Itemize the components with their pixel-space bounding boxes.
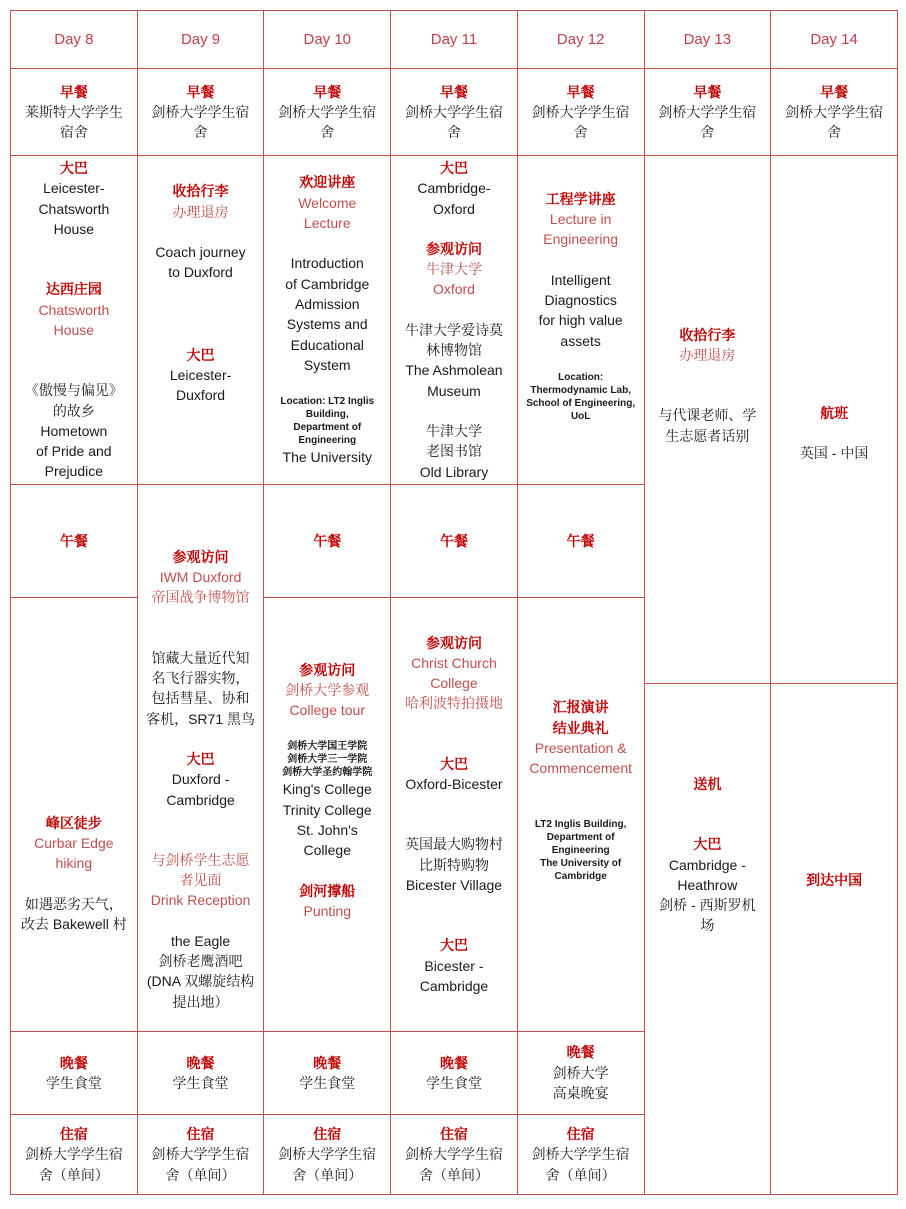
cell-day11-morning xyxy=(391,156,518,485)
line-spacer xyxy=(146,283,256,345)
text-line: 晚餐 xyxy=(313,1054,342,1071)
line-spacer xyxy=(272,375,382,395)
text-line: Old Library xyxy=(419,463,489,480)
text-line: System xyxy=(303,356,351,373)
text-line: 送机 xyxy=(693,775,722,792)
cell-day9-midday-afternoon xyxy=(137,484,264,1031)
text-line: 早餐 xyxy=(566,83,595,100)
text-line: 午餐 xyxy=(566,532,595,549)
cell-day14-flight xyxy=(771,156,898,684)
text-line: 早餐 xyxy=(313,83,342,100)
text-line: 剑桥大学三一学院 xyxy=(287,754,368,766)
cell-day12-stay xyxy=(517,1114,644,1194)
line-spacer xyxy=(146,222,256,242)
text-line: 大巴 xyxy=(439,937,468,954)
text-line: 达西庄园 xyxy=(45,281,102,298)
text-line: 收拾行李 xyxy=(172,183,229,200)
line-spacer xyxy=(653,794,763,834)
text-line: 午餐 xyxy=(313,532,342,549)
text-line: Leicester- xyxy=(169,366,232,383)
text-line: 剑桥大学学生宿舍（单间） xyxy=(404,1146,503,1183)
day-header-8: Day 8 xyxy=(11,11,138,69)
text-line: 牛津大学 xyxy=(425,422,482,439)
text-line: 晚餐 xyxy=(439,1054,468,1071)
text-line: Department of xyxy=(293,422,362,434)
text-line: of Pride and xyxy=(36,443,112,460)
text-line: College xyxy=(430,675,478,692)
line-spacer xyxy=(779,423,889,443)
text-line: 晚餐 xyxy=(59,1054,88,1071)
text-line: 住宿 xyxy=(59,1125,88,1142)
text-line: Museum xyxy=(427,382,481,399)
cell-day12-morning xyxy=(517,156,644,485)
cell-day11-afternoon xyxy=(391,597,518,1031)
text-line: 牛津大学爱诗莫林博物馆 xyxy=(404,321,503,359)
text-line: for high value xyxy=(538,312,623,329)
text-line: 大巴 xyxy=(59,160,88,177)
text-line: 参观访问 xyxy=(299,661,356,678)
text-line: 剑桥大学国王学院 xyxy=(287,741,368,753)
line-spacer xyxy=(399,714,509,754)
header-row xyxy=(11,11,898,69)
cell-day12-breakfast xyxy=(517,69,644,156)
cell-day11-lunch xyxy=(391,484,518,597)
breakfast-row xyxy=(11,69,898,156)
text-line: 晚餐 xyxy=(186,1054,215,1071)
text-line: 大巴 xyxy=(693,836,722,853)
text-line: 英国 - 中国 xyxy=(799,445,869,462)
text-line: to Duxford xyxy=(168,264,233,281)
cell-day14-arrival xyxy=(771,683,898,1194)
text-line: 午餐 xyxy=(439,532,468,549)
text-line: St. John's xyxy=(296,822,358,838)
text-line: 早餐 xyxy=(693,83,722,100)
text-line: 峰区徒步 xyxy=(45,814,102,831)
text-line: Cambridge- xyxy=(417,180,491,197)
line-spacer xyxy=(19,239,129,279)
morning-row xyxy=(11,156,898,485)
text-line: 馆藏大量近代知名飞行器实物，包括彗星、协和客机，SR71 黑鸟 xyxy=(146,649,256,727)
text-line: 晚餐 xyxy=(566,1044,595,1061)
day-header-12: Day 12 xyxy=(517,11,644,69)
text-line: 住宿 xyxy=(439,1125,468,1142)
cell-day8-morning xyxy=(11,156,138,485)
text-line: The University of xyxy=(540,858,622,870)
line-spacer xyxy=(399,300,509,320)
cell-day13-breakfast xyxy=(644,69,771,156)
cell-day13-transfer xyxy=(644,683,771,1194)
text-line: Presentation & xyxy=(534,739,627,756)
text-line: 参观访问 xyxy=(172,548,229,565)
line-spacer xyxy=(146,810,256,850)
text-line: 剑桥大学学生宿舍 xyxy=(278,103,377,141)
cell-day9-stay xyxy=(137,1114,264,1194)
line-spacer xyxy=(526,778,636,818)
line-spacer xyxy=(146,729,256,749)
text-line: King's College xyxy=(282,781,372,798)
text-line: Hometown xyxy=(40,422,108,439)
text-line: Intelligent xyxy=(550,271,611,288)
cell-day10-afternoon xyxy=(264,597,391,1031)
cell-day12-lunch xyxy=(517,484,644,597)
cell-day10-lunch xyxy=(264,484,391,597)
text-line: Drink Reception xyxy=(150,892,251,909)
text-line: Bicester - xyxy=(424,957,484,974)
text-line: Cambridge xyxy=(554,871,607,883)
cell-day11-stay xyxy=(391,1114,518,1194)
cell-day11-breakfast xyxy=(391,69,518,156)
text-line: Admission xyxy=(294,295,360,312)
text-line: Welcome xyxy=(298,194,357,211)
text-line: The Ashmolean xyxy=(405,362,503,379)
text-line: 如遇恶劣天气，改去 Bakewell 村 xyxy=(20,895,127,932)
cell-day13-checkout xyxy=(644,156,771,684)
text-line: Building, xyxy=(305,409,349,421)
cell-day11-dinner xyxy=(391,1031,518,1114)
line-spacer xyxy=(399,794,509,834)
line-spacer xyxy=(399,895,509,935)
cell-day9-dinner xyxy=(137,1031,264,1114)
cell-day8-afternoon xyxy=(11,597,138,1031)
text-line: 大巴 xyxy=(439,160,468,176)
text-line: hiking xyxy=(55,855,93,872)
text-line: 汇报演讲 xyxy=(552,699,609,716)
text-line: 大巴 xyxy=(439,755,468,772)
text-line: 早餐 xyxy=(186,83,215,100)
line-spacer xyxy=(146,911,256,931)
text-line: 欢迎讲座 xyxy=(299,174,356,191)
text-line: Oxford xyxy=(432,281,475,298)
cell-day8-stay xyxy=(11,1114,138,1194)
text-line: (DNA 双螺旋结构提出地） xyxy=(146,973,255,1010)
itinerary-table xyxy=(10,10,898,1195)
text-line: 参观访问 xyxy=(425,634,482,651)
text-line: LT2 Inglis Building, xyxy=(534,819,627,831)
cell-day9-morning xyxy=(137,156,264,485)
cell-day8-dinner xyxy=(11,1031,138,1114)
line-spacer xyxy=(19,340,129,380)
text-line: 住宿 xyxy=(566,1125,595,1142)
text-line: The University xyxy=(282,449,372,466)
text-line: 收拾行李 xyxy=(679,326,736,343)
cell-day10-dinner xyxy=(264,1031,391,1114)
text-line: 剑桥大学圣约翰学院 xyxy=(282,767,373,779)
text-line: Thermodynamic Lab, xyxy=(530,384,631,396)
text-line: the Eagle xyxy=(170,932,231,949)
text-line: Diagnostics xyxy=(544,292,617,309)
text-line: 参观访问 xyxy=(425,240,482,257)
line-spacer xyxy=(399,219,509,239)
text-line: Bicester Village xyxy=(405,876,503,893)
document-page xyxy=(0,10,906,1195)
line-spacer xyxy=(19,874,129,894)
cell-day8-breakfast xyxy=(11,69,138,156)
line-spacer xyxy=(526,351,636,371)
text-line: UoL xyxy=(570,410,591,422)
text-line: Oxford-Bicester xyxy=(405,776,503,793)
text-line: Duxford xyxy=(176,387,226,404)
text-line: 剑桥大学学生宿舍 xyxy=(531,103,630,141)
text-line: 剑桥大学学生宿舍（单间） xyxy=(278,1146,377,1183)
text-line: 剑桥大学参观 xyxy=(285,681,370,698)
text-line: 剑桥老鹰酒吧 xyxy=(158,952,243,969)
text-line: Chatsworth xyxy=(38,301,110,318)
line-spacer xyxy=(399,401,509,421)
text-line: Cambridge - xyxy=(668,856,746,873)
text-line: Chatsworth xyxy=(38,200,110,217)
text-line: 剑桥大学学生宿舍（单间） xyxy=(151,1146,250,1183)
text-line: Lecture in xyxy=(549,211,612,228)
text-line: House xyxy=(53,321,95,338)
text-line: 帝国战争博物馆 xyxy=(151,589,250,606)
text-line: Heathrow xyxy=(677,876,738,893)
cell-day14-breakfast xyxy=(771,69,898,156)
line-spacer xyxy=(272,861,382,881)
text-line: Engineering xyxy=(551,845,610,857)
text-line: Commencement xyxy=(529,760,633,777)
text-line: Department of xyxy=(546,832,615,844)
text-line: College tour xyxy=(289,702,365,719)
text-line: Engineering xyxy=(543,231,619,248)
text-line: 大巴 xyxy=(186,346,215,363)
text-line: 英国最大购物村 xyxy=(404,836,503,853)
text-line: 学生食堂 xyxy=(299,1074,356,1091)
text-line: 结业典礼 xyxy=(552,719,609,736)
text-line: 剑河撑船 xyxy=(299,882,356,899)
text-line: 剑桥大学学生宿舍（单间） xyxy=(24,1146,123,1183)
text-line: Trinity College xyxy=(282,801,372,818)
cell-day8-lunch xyxy=(11,484,138,597)
text-line: assets xyxy=(560,332,601,349)
text-line: 与代课老师、学生志愿者话别 xyxy=(658,407,757,444)
text-line: 早餐 xyxy=(439,83,468,100)
day-header-13: Day 13 xyxy=(644,11,771,69)
text-line: 住宿 xyxy=(186,1125,215,1142)
text-line: 的故乡 xyxy=(52,402,95,419)
cell-day12-dinner xyxy=(517,1031,644,1114)
text-line: 到达中国 xyxy=(806,871,863,888)
text-line: Lecture xyxy=(303,215,351,232)
cell-day9-breakfast xyxy=(137,69,264,156)
text-line: Duxford - xyxy=(171,771,230,788)
text-line: Location: xyxy=(558,371,604,383)
text-line: 学生食堂 xyxy=(172,1074,229,1091)
text-line: Christ Church xyxy=(411,654,497,671)
line-spacer xyxy=(272,233,382,253)
text-line: 剑桥大学学生宿舍 xyxy=(404,103,503,141)
line-spacer xyxy=(272,720,382,740)
text-line: 午餐 xyxy=(59,532,88,549)
text-line: Educational xyxy=(290,336,364,353)
text-line: 办理退房 xyxy=(172,203,229,220)
text-line: College xyxy=(303,842,351,859)
text-line: 剑桥大学学生宿舍 xyxy=(658,103,757,141)
text-line: 航班 xyxy=(820,405,849,422)
text-line: Engineering xyxy=(298,435,357,447)
day-header-9: Day 9 xyxy=(137,11,264,69)
text-line: 办理退房 xyxy=(679,347,736,364)
text-line: Curbar Edge xyxy=(34,834,114,851)
text-line: 高桌晚宴 xyxy=(552,1085,609,1101)
text-line: Cambridge xyxy=(419,977,489,994)
text-line: 学生食堂 xyxy=(45,1074,102,1091)
text-line: Prejudice xyxy=(44,463,104,480)
cell-day10-stay xyxy=(264,1114,391,1194)
text-line: 与剑桥学生志愿者见面 xyxy=(151,851,250,889)
text-line: 剑桥大学学生宿舍（单间） xyxy=(531,1146,630,1183)
day-header-11: Day 11 xyxy=(391,11,518,69)
text-line: 剑桥大学 xyxy=(552,1064,609,1081)
line-spacer xyxy=(653,365,763,405)
day-header-10: Day 10 xyxy=(264,11,391,69)
text-line: Coach journey xyxy=(155,243,246,260)
line-spacer xyxy=(146,608,256,648)
text-line: 工程学讲座 xyxy=(545,190,616,207)
text-line: 哈利波特拍摄地 xyxy=(404,695,503,712)
text-line: 早餐 xyxy=(59,83,88,100)
text-line: Oxford xyxy=(432,200,475,217)
text-line: School of Engineering, xyxy=(526,397,636,409)
text-line: 学生食堂 xyxy=(425,1074,482,1091)
text-line: Systems and xyxy=(286,316,368,333)
cell-day10-breakfast xyxy=(264,69,391,156)
text-line: Cambridge xyxy=(166,791,235,808)
text-line: Location: LT2 Inglis xyxy=(280,396,375,408)
cell-day12-afternoon xyxy=(517,597,644,1031)
day-header-14: Day 14 xyxy=(771,11,898,69)
text-line: Introduction xyxy=(290,255,364,272)
text-line: IWM Duxford xyxy=(159,569,242,586)
text-line: 住宿 xyxy=(313,1125,342,1142)
line-spacer xyxy=(526,250,636,270)
text-line: 老图书馆 xyxy=(425,443,482,460)
cell-day10-morning xyxy=(264,156,391,485)
text-line: of Cambridge xyxy=(285,275,370,292)
text-line: 剑桥 - 西斯罗机场 xyxy=(659,897,756,934)
text-line: 莱斯特大学学生宿舍 xyxy=(24,103,123,141)
text-line: 大巴 xyxy=(186,750,215,767)
text-line: House xyxy=(53,221,95,238)
text-line: 剑桥大学学生宿舍 xyxy=(785,103,884,141)
text-line: 早餐 xyxy=(820,83,849,100)
text-line: 《傲慢与偏见》 xyxy=(24,382,123,399)
text-line: Punting xyxy=(303,902,351,919)
text-line: Leicester- xyxy=(43,180,105,197)
text-line: 牛津大学 xyxy=(425,261,482,278)
text-line: 剑桥大学学生宿舍 xyxy=(151,103,250,141)
text-line: 比斯特购物 xyxy=(418,856,489,873)
